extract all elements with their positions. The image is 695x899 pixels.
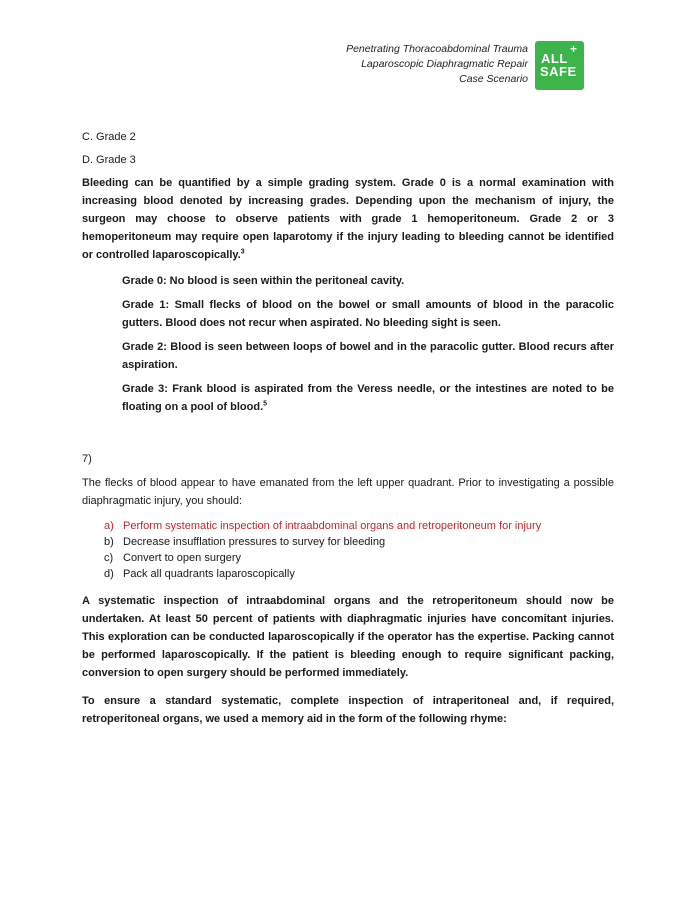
header-title: Penetrating Thoracoabdominal Trauma [346,43,528,55]
grade-text: Grade 2: Blood is seen between loops of bowel and in the paracolic gutter. Blood recurs after aspiration. [122,341,614,371]
option-c[interactable] [104,550,614,566]
prior-option-c: C. Grade 2 [82,131,136,143]
bleeding-grading-paragraph [82,174,614,264]
option-letter: b) [104,536,114,548]
allsafe-logo [535,41,584,90]
bleeding-grading-text: Bleeding can be quantified by a simple grading system. Grade 0 is a normal examination with increasing blood denoted by increasing grades. Depending upon the mechanism of injury, the surgeon may choose to observe patients with grade 1 hemoperitoneum. Grade 2 or 3 hemoperitoneum may require open laparotomy if the injury leading to bleeding cannot be identified or controlled laparoscopically. [82,177,614,261]
rhyme-intro: To ensure a standard systematic, complete inspection of intraperitoneal and, if required, retroperitoneal organs, we used a memory aid in the form of the following rhyme: [82,695,614,725]
header-section: Case Scenario [459,73,528,85]
grade-item [122,272,614,290]
option-letter: a) [104,520,114,532]
answer-explanation: A systematic inspection of intraabdominal organs and the retroperitoneum should now be undertaken. At least 50 percent of patients with diaphragmatic injuries have concomitant injuries. This exploration can be conducted laparoscopically if the operator has the expertise. Packing cannot be performed laparoscopically. If the patient is bleeding enough to require significant packing, conversion to open surgery should be performed immediately. [82,595,614,679]
option-text: Perform systematic inspection of intraabdominal organs and retroperitoneum for injury [123,520,542,532]
option-text: Convert to open surgery [123,552,242,564]
grade-text: Grade 3: Frank blood is aspirated from the Veress needle, or the intestines are noted to be floating on a pool of blood. [122,383,614,413]
logo-text-safe: SAFE [540,64,577,79]
option-b[interactable] [104,534,614,550]
citation-ref: 5 [263,400,268,408]
question-stem: The flecks of blood appear to have emanated from the left upper quadrant. Prior to investigating a possible diaphragmatic injury, you should: [82,477,614,507]
logo-text-all: ALL [541,51,568,66]
grade-item [122,296,614,332]
option-d[interactable] [104,566,614,582]
option-letter: d) [104,568,114,580]
answer-options [104,518,614,582]
option-letter: c) [104,552,114,564]
option-text: Decrease insufflation pressures to survey for bleeding [123,536,386,548]
logo-plus: + [570,42,578,56]
grade-text: Grade 1: Small flecks of blood on the bowel or small amounts of blood in the paracolic gutters. Blood does not recur when aspirated. No bleeding sight is seen. [122,299,614,329]
question-number: 7) [82,453,92,465]
grade-item [122,380,614,416]
page-body [82,128,614,728]
grade-item [122,338,614,374]
header-subtitle: Laparoscopic Diaphragmatic Repair [361,58,528,70]
option-text: Pack all quadrants laparoscopically [123,568,295,580]
prior-option-d: D. Grade 3 [82,154,136,166]
grade-list [82,272,614,416]
citation-ref: 3 [240,248,245,256]
option-a[interactable] [104,518,614,534]
running-header [346,42,528,87]
grade-text: Grade 0: No blood is seen within the peritoneal cavity. [122,275,405,287]
